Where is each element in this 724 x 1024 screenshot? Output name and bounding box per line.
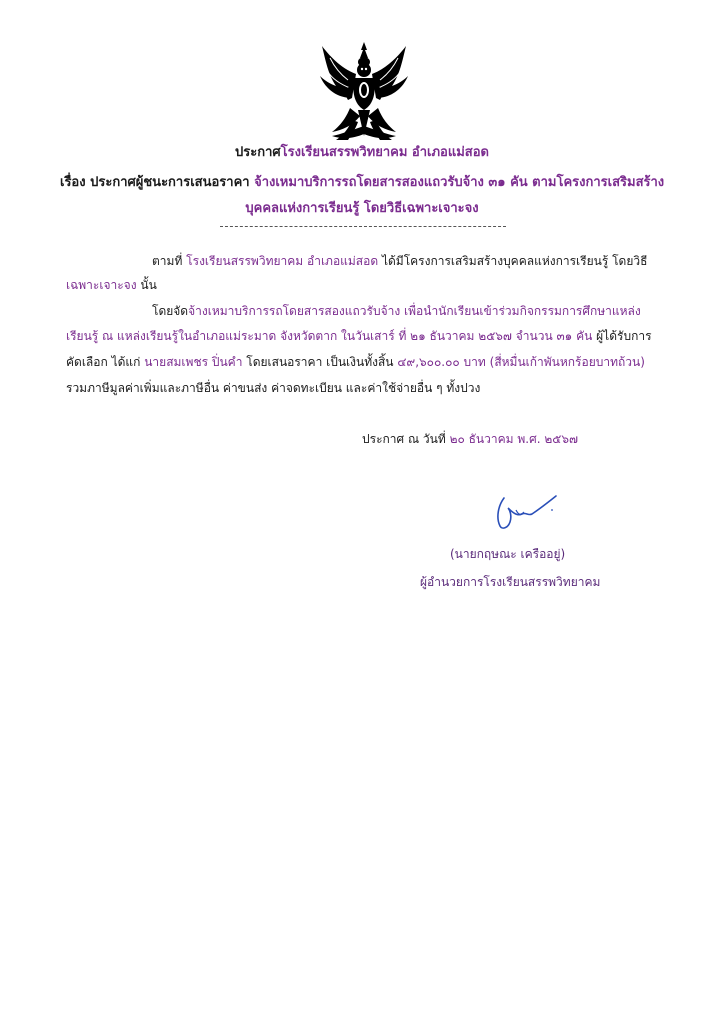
p2-text-d: ผู้ได้รับการ: [592, 329, 652, 343]
paragraph2-line2: [66, 327, 652, 345]
announcement-date: [362, 430, 578, 448]
p2-winner-name: นายสมเพชร ปิ่นคำ: [144, 355, 243, 369]
p2-text-a: โดยจัด: [152, 304, 189, 318]
p2-location-date: เรียนรู้ ณ แหล่งเรียนรู้ในอำเภอแม่ระมาด จังหวัดตาก ในวันเสาร์ ที่ ๒๑ ธันวาคม ๒๕๖๗ จำนวน ๓๑ คัน: [66, 329, 593, 343]
signer-position: ผู้อำนวยการโรงเรียนสรรพวิทยาคม: [420, 575, 601, 589]
signer-name: (นายกฤษณะ เครืออยู่): [450, 547, 566, 561]
date-prefix: ประกาศ ณ วันที่: [362, 432, 450, 446]
paragraph2-line4: รวมภาษีมูลค่าเพิ่มและภาษีอื่น ค่าขนส่ง ค่าจดทะเบียน และค่าใช้จ่ายอื่น ๆ ทั้งปวง: [66, 381, 481, 395]
p1-text-a: ตามที่: [152, 254, 187, 268]
p1-text-d: นั้น: [136, 278, 157, 292]
handwritten-signature-icon: [486, 492, 558, 532]
paragraph2-line1: [152, 302, 641, 320]
title-prefix: ประกาศ: [235, 145, 281, 160]
announcement-subject-line2: บุคคลแห่งการเรียนรู้ โดยวิธีเฉพาะเจาะจง: [245, 201, 479, 216]
announcement-title: [0, 144, 724, 162]
p1-school-name: โรงเรียนสรรพวิทยาคม อำเภอแม่สอด: [186, 254, 379, 268]
subject-prefix: เรื่อง ประกาศผู้ชนะการเสนอราคา: [60, 175, 250, 190]
announcement-subject: [60, 174, 680, 192]
paragraph1-line2: [66, 276, 157, 294]
p2-service: จ้างเหมาบริการรถโดยสารสองแถวรับจ้าง เพื่อนำนักเรียนเข้าร่วมกิจกรรมการศึกษาแหล่ง: [188, 304, 641, 318]
p2-amount: ๔๙,๖๐๐.๐๐ บาท (สี่หมื่นเก้าพันหกร้อยบาทถ้วน): [397, 355, 645, 369]
p2-text-e: คัดเลือก ได้แก่: [66, 355, 145, 369]
p2-text-g: โดยเสนอราคา เป็นเงินทั้งสิ้น: [242, 355, 398, 369]
p1-method: เฉพาะเจาะจง: [66, 278, 137, 292]
paragraph1-line1: [152, 252, 647, 270]
subject-body: จ้างเหมาบริการรถโดยสารสองแถวรับจ้าง ๓๑ คัน ตามโครงการเสริมสร้าง: [254, 175, 665, 190]
header-divider: [220, 226, 506, 227]
paragraph2-line3: [66, 353, 645, 371]
p1-text-b: ได้มีโครงการเสริมสร้างบุคคลแห่งการเรียนรู้ โดยวิธี: [378, 254, 648, 268]
garuda-emblem-icon: [318, 40, 410, 142]
title-school-name: โรงเรียนสรรพวิทยาคม อำเภอแม่สอด: [280, 145, 489, 160]
date-value: ๒๐ ธันวาคม พ.ศ. ๒๕๖๗: [449, 432, 578, 446]
